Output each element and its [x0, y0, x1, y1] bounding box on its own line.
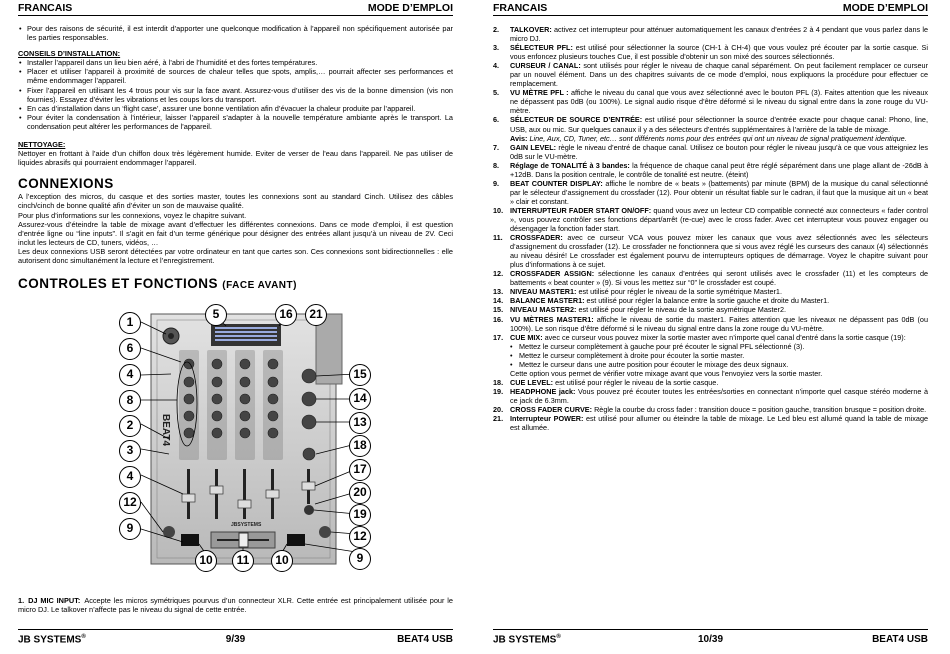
control-item — [493, 206, 928, 233]
item-number: 6. — [493, 115, 500, 125]
callout-9-left: 9 — [119, 518, 141, 540]
callout-3: 3 — [119, 440, 141, 462]
page-header — [18, 0, 453, 16]
connexions-title: CONNEXIONS — [18, 176, 114, 192]
item-text: affiche le nombre de « beats » (battements) par minute (BPM) de la musique du canal sélectionné par le sélecteur d’assignement du crossfader (12). Pour obtenir un résultat fiable sur le cadran, il faut que la musique ait un « beat » clair et constant. — [510, 178, 928, 206]
item-label: CURSEUR / CANAL: — [510, 61, 581, 71]
header-language: FRANCAIS — [18, 2, 73, 14]
controls-subtitle: (FACE AVANT) — [222, 280, 297, 292]
callout-5: 5 — [205, 304, 227, 326]
mixer-illustration — [111, 304, 371, 572]
item-text: règle le niveau d’entré de chaque canal. Utilisez ce bouton pour régler le niveau jusqu’à ce que vous atteigniez les 0dB sur le VU-mètre. — [510, 142, 929, 161]
footer-page-number: 9/39 — [225, 634, 246, 645]
control-item — [493, 414, 928, 432]
control-item — [493, 333, 928, 378]
item-text: affiche le niveau de sortie du master1. Faites attention que les niveaux ne dépassent pas 0dB (ou 100%). Le son risque d’être déformé si le niveau du signal entre dans la zone rouge du VU-mètre. — [510, 314, 928, 333]
control-item — [493, 296, 928, 305]
item-number: 20. — [493, 404, 504, 414]
page-footer — [493, 629, 928, 646]
callout-12-left: 12 — [119, 492, 141, 514]
control-item — [493, 233, 928, 269]
item-label: CROSS FADER CURVE: — [510, 404, 593, 414]
item-text: Accepte les micros symétriques pourvus d’un connecteur XLR. Cette entrée est principalement utilisée pour le micro DJ. Le talkover n’affecte pas le niveau du signal de cette entrée. — [18, 596, 454, 615]
item-text: est utilisé pour sélectionner la source d’entrée exacte pour chaque canal: Phono, line, USB, aux ou mic. Sur quelques canaux il y a des sélecteurs d’entrés supplémentaires à l’arrière de la table de mixage. — [510, 115, 928, 134]
item-text: affiche le niveau du canal que vous avez sélectionné avec le bouton PFL (3). Faites attention que les niveaux ne dépassent pas 0dB (ou 100%). Le signal audio risque d’être déformé si le niveau du signal entre dans la zone rouge du VU-mètre. — [510, 88, 928, 116]
item-number: 19. — [493, 386, 504, 396]
item-number: 13. — [493, 287, 504, 297]
callout-17: 17 — [349, 459, 371, 481]
item-label: TALKOVER: — [510, 25, 552, 34]
right-body — [493, 25, 928, 432]
callout-14: 14 — [349, 388, 371, 410]
control-item — [493, 25, 928, 43]
callout-12-right: 12 — [349, 526, 371, 548]
callout-18: 18 — [349, 435, 371, 457]
item-text: avec ce curseur VCA vous pouvez mixer les canaux que vous avez sélectionnés avec les sélecteurs d’assignement du crossfader (12). Le crossfader ne fonctionnera que si vous avez réglé les curseurs des canaux (4) sélectionnés au niveau désiré! Le crossfader est également pourvu de interrupteurs optiques de démarrage. Voyez le chapitre suivant pour plus d’informations à ce sujet. — [510, 233, 928, 270]
clean-text: Nettoyer en frottant à l’aide d’un chiffon doux très légèrement humide. Eviter de verser de l’eau dans l’appareil. Ne pas utiliser de liquides abrasifs qui pourraient endommager l’appareil. — [18, 149, 453, 168]
callout-10-left: 10 — [195, 550, 217, 572]
control-item — [493, 287, 928, 296]
intro-bullet: • Pour des raisons de sécurité, il est interdit d’apporter une quelconque modification à l’appareil non spécifiquement autorisée par les parties responsables. — [18, 24, 453, 42]
install-bullet: • Placer et utiliser l’appareil à proximité de sources de chaleur telles que spots, amplis,… pourrait affecter ses performances et même endommager l’appareil. — [18, 67, 453, 85]
install-bullet: • En cas d’installation dans un ‘flight case’, assurer une bonne ventilation afin d’évacuer la chaleur produite par l’appareil. — [18, 104, 453, 113]
item-label: BALANCE MASTER1: — [510, 296, 585, 306]
header-manual: MODE D’EMPLOI — [367, 2, 453, 14]
item-label: NIVEAU MASTER2: — [510, 305, 577, 315]
item-label: NIVEAU MASTER1: — [510, 287, 577, 297]
item-text: est utilisé pour allumer ou éteindre la table de mixage. Le Led bleu est allumé quand la table de mixage est allumée. — [510, 414, 929, 433]
page-footer — [18, 629, 453, 646]
cue-mix-list — [510, 342, 928, 369]
item-label: Interrupteur POWER: — [510, 414, 584, 424]
callout-19: 19 — [349, 504, 371, 526]
device-logo: BEAT4 — [160, 414, 171, 447]
control-item — [493, 315, 928, 333]
item-label: SÉLECTEUR PFL: — [510, 43, 573, 53]
callout-4b: 4 — [119, 466, 141, 488]
page-header — [493, 0, 928, 16]
intro-list — [18, 24, 453, 42]
install-bullet: • Installer l’appareil dans un lieu bien aéré, à l’abri de l’humidité et des fortes températures. — [18, 58, 453, 67]
control-item — [493, 61, 928, 88]
item-text: est utilisé pour régler la balance entre la sortie gauche et droite du Master1. — [586, 296, 830, 306]
install-title: CONSEILS D’INSTALLATION: — [18, 49, 121, 59]
install-bullet: • Pour éviter la condensation à l’intérieur, laisser l’appareil s’adapter à la nouvelle température ambiante après le transport. La condensation peut altérer les performances de l’appareil. — [18, 113, 453, 131]
item-number: 7. — [493, 142, 500, 152]
right-page — [475, 0, 950, 654]
left-body — [18, 24, 453, 572]
item-number: 16. — [493, 314, 504, 324]
callout-9-right: 9 — [349, 548, 371, 570]
item-text: quand vous avez un lecteur CD compatible connecté aux connecteurs « fader control », vous pouvez contrôler ses fonctions départ/arrêt (re-cue) avec le cross fader. Avec cet interrupteur vous pouvez engager ou désengager la fonction fader start. — [510, 205, 929, 234]
item-text: activez cet interrupteur pour atténuer automatiquement les canaux d’entrées 2 à 4 pendant que vous parlez dans le micro DJ. — [510, 25, 928, 44]
callout-6: 6 — [119, 338, 141, 360]
callout-10-right: 10 — [271, 550, 293, 572]
item-number: 2. — [493, 25, 500, 34]
item-text: Vous pouvez pré écouter toutes les entrées/sorties en connectant n’importe quel casque stéréo moderne à ce jack de 6.3mm. — [510, 386, 929, 405]
footer-product: BEAT4 USB — [872, 634, 928, 645]
item-number: 11. — [493, 233, 503, 243]
callout-16: 16 — [275, 304, 297, 326]
cue-mix-bullet: • Mettez le curseur dans une autre position pour écouter le mixage des deux signaux. — [510, 360, 928, 369]
control-item — [493, 378, 928, 387]
item-number: 18. — [493, 377, 504, 387]
item-label: INTERRUPTEUR FADER START ON/OFF: — [510, 205, 652, 215]
item-text: est utilisé pour régler le niveau de la sortie symétrique Master1. — [578, 287, 782, 297]
item-label: CROSSFADER: — [510, 233, 563, 243]
footer-page-number: 10/39 — [697, 634, 724, 645]
item-label: BEAT COUNTER DISPLAY: — [510, 178, 603, 188]
item-text: Règle la courbe du cross fader : transition douce = position gauche, transition brusque = position droite. — [594, 404, 927, 414]
item-text: est utilisé pour régler le niveau de la sortie asymétrique Master2. — [578, 305, 787, 315]
item-1-dj-mic-input — [18, 596, 453, 614]
item-number: 1. — [18, 596, 25, 605]
callout-8: 8 — [119, 390, 141, 412]
item-number: 14. — [493, 296, 504, 306]
item-label: GAIN LEVEL: — [510, 142, 557, 152]
controls-title-text: CONTROLES ET FONCTIONS — [18, 276, 218, 292]
controls-title — [18, 276, 453, 294]
item-number: 5. — [493, 88, 500, 98]
control-item — [493, 387, 928, 405]
callout-13: 13 — [349, 412, 371, 434]
item-label: HEADPHONE jack: — [510, 386, 576, 396]
control-item — [493, 179, 928, 206]
callout-21: 21 — [305, 304, 327, 326]
header-manual: MODE D’EMPLOI — [842, 2, 928, 14]
item-number: 9. — [493, 178, 500, 188]
callout-4: 4 — [119, 364, 141, 386]
control-item — [493, 88, 928, 115]
item-text: la fréquence de chaque canal peut être réglé séparément dans une plage allant de -26dB à +12dB. Dans la position centrale, le contrôle de tonalité est neutre. (éteint) — [510, 160, 929, 179]
callout-11: 11 — [232, 550, 254, 572]
item-label: SÉLECTEUR DE SOURCE D’ENTRÉE: — [510, 115, 643, 125]
item-number: 8. — [493, 160, 500, 170]
device-brand: JBSYSTEMS — [231, 522, 262, 529]
callout-20: 20 — [349, 482, 371, 504]
item-number: 21. — [493, 414, 504, 424]
mixer-front-panel-diagram — [111, 304, 371, 572]
footer-brand: JB SYSTEMS® — [18, 634, 86, 646]
footer-product: BEAT4 USB — [397, 634, 453, 645]
item-number: 17. — [493, 332, 504, 342]
item-label: VU MÈTRES MASTER1: — [510, 314, 594, 324]
item-number: 10. — [493, 205, 504, 215]
item-label: Réglage de TONALITÉ à 3 bandes: — [510, 160, 630, 170]
item-number: 3. — [493, 43, 500, 53]
item-label: CROSSFADER ASSIGN: — [510, 269, 595, 279]
control-item — [493, 143, 928, 161]
control-item — [493, 161, 928, 179]
item-number: 15. — [493, 305, 504, 315]
item-number: 12. — [493, 269, 504, 279]
control-item — [493, 115, 928, 142]
cue-mix-note: Cette option vous permet de vérifier votre mixage avant que vous l’envoyiez vers la sortie master. — [510, 368, 823, 378]
item-text: est utilisé pour régler le niveau de la sortie casque. — [555, 377, 719, 387]
control-item — [493, 305, 928, 314]
item-label: DJ MIC INPUT: — [28, 596, 81, 605]
footer-brand: JB SYSTEMS® — [493, 634, 561, 646]
header-language: FRANCAIS — [493, 2, 548, 14]
item-label: CUE MIX: — [510, 332, 543, 342]
item-number: 4. — [493, 61, 500, 71]
install-bullet: • Fixer l’appareil en utilisant les 4 trous pour vis sur la face avant. Assurez-vous d’utiliser des vis de la bonne dimension (vis non fournies). Essayez d’éviter les vibrations et les coups lors du transport. — [18, 86, 453, 104]
item-note: Avis: Line, Aux, CD, Tuner, etc… sont différents noms pour des entrées qui ont un niveau de signal pratiquement identique. — [510, 133, 907, 143]
control-item — [493, 269, 928, 287]
item-text: est utilisé pour sélectionner la source (CH-1 à CH-4) que vous voulez pré écouter par la sortie casque. Si vous enfoncez plusieurs touches Cue, il est possible d’obtenir un son mixé des sources sélectionnés. — [510, 43, 929, 62]
item-label: VU MÈTRE PFL : — [510, 88, 569, 98]
connexions-text: A l’exception des micros, du casque et des sorties master, toutes les connexions sont au standard Cinch. Utilisez des câbles cinch/cinch de bonne qualité afin d’éviter un son de mauvaise qualité. Pour plus d’informations sur les connexions, voyez le chapitre suivant. Assurez-vous d’éteindre la table de mixage avant d’effectuer les différentes connexions. Dans ce mode d’emploi, il est question d’entrée ligne ou “line inputs”. Il s’agit en fait d’un terme générique pour désigner des entrées allant jusqu’à un niveau de 2V. Ceci inclut les lecteurs de CD, tuners, vidéos, … Les deux connexions USB seront détectées par votre ordinateur en tant que cartes son. Ces connexions sont bidirectionnelles : elle autorisent donc simultanément la lecture et l’enregistrement. — [18, 192, 453, 265]
item-text: sont utilisés pour régler le niveau de chaque canal séparément. On peut facilement remplacer ce curseur par un nouvel élément. Dans un des chapitres suivants de ce mode d’emploi, nous expliquons la procédure pour effectuer ce remplacement. — [510, 61, 928, 89]
controls-list — [493, 25, 928, 432]
item-label: CUE LEVEL: — [510, 377, 554, 387]
item-text: sélectionne les canaux d’entrées qui seront utilisés avec le crossfader (11) et les compteurs de battements « beat counter » (9). Si vous les mettez sur “0” le crossfader est coupé. — [510, 269, 929, 288]
cue-mix-bullet: • Mettez le curseur complètement à droite pour écouter la sortie master. — [510, 351, 928, 360]
clean-title: NETTOYAGE: — [18, 140, 66, 150]
cue-mix-bullet: • Mettez le curseur complètement à gauche pour pré écouter le signal PFL sélectionné (3). — [510, 342, 928, 351]
control-item — [493, 43, 928, 61]
callout-1: 1 — [119, 312, 141, 334]
callout-2: 2 — [119, 415, 141, 437]
control-item — [493, 405, 928, 414]
callout-15: 15 — [349, 364, 371, 386]
install-list — [18, 58, 453, 131]
item-text: avec ce curseur vous pouvez mixer la sortie master avec n’importe quel canal d’entré dans la sortie casque (19): — [544, 332, 906, 342]
